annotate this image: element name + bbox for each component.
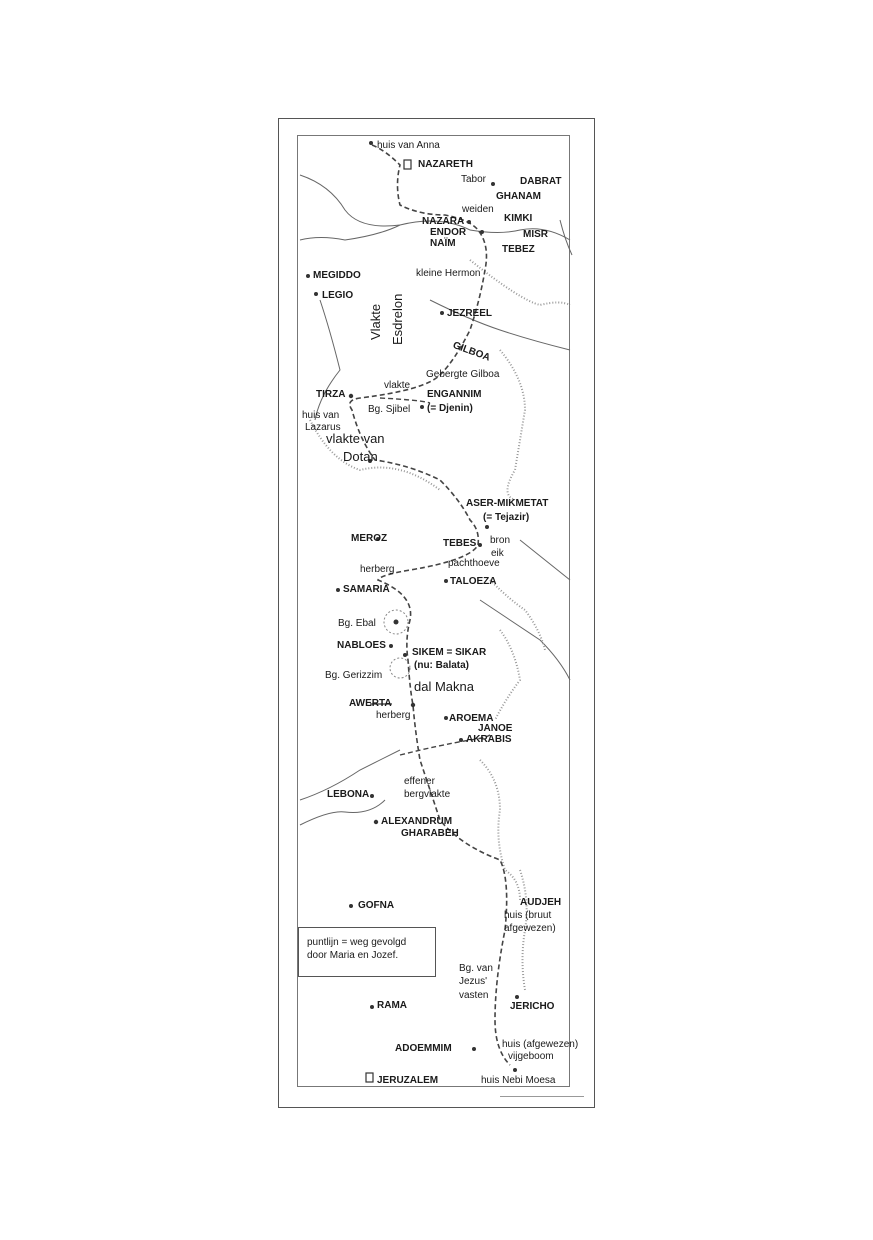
place-label-kleine-hermon: kleine Hermon (416, 268, 481, 279)
place-label-tabor: Tabor (461, 174, 487, 185)
place-label-gebergte-gilboa: Gebergte Gilboa (426, 369, 500, 380)
town-dot (444, 716, 448, 720)
river-line (480, 600, 570, 680)
river-line (520, 540, 570, 580)
place-label-dabrat: DABRAT (520, 176, 562, 187)
town-dot (314, 292, 318, 296)
ridge-line (490, 580, 545, 650)
place-label-lebona: LEBONA (327, 789, 370, 800)
place-label-janoe: JANOE (478, 723, 513, 734)
town-dot (403, 653, 407, 657)
place-label-weiden: weiden (462, 204, 494, 215)
town-dot (374, 820, 378, 824)
place-label-pachthoeve: pachthoeve (448, 558, 500, 569)
place-label-nabloes: NABLOES (337, 640, 386, 651)
place-label-huis-afgewezen: huis (afgewezen) (502, 1039, 579, 1050)
town-dot (513, 1068, 517, 1072)
place-label-alexandrum: ALEXANDRUM (381, 816, 453, 827)
place-label-bg-ebal: Bg. Ebal (338, 618, 376, 629)
legend-line-1: puntlijn = weg gevolgd (307, 937, 407, 948)
legend-line-2: door Maria en Jozef. (307, 950, 399, 961)
town-dot (444, 579, 448, 583)
place-label-tirza: TIRZA (316, 389, 346, 400)
place-label-lazarus: Lazarus (305, 422, 341, 433)
place-label-jezreel: JEZREEL (447, 308, 493, 319)
river-line (300, 225, 400, 240)
place-label-legio: LEGIO (322, 290, 354, 301)
ridge-line (470, 260, 570, 305)
place-label-adoemmim: ADOEMMIM (395, 1043, 452, 1054)
place-label-djenin: (= Djenin) (427, 403, 473, 414)
town-dot (472, 1047, 476, 1051)
place-label-vijgeboom: vijgeboom (508, 1051, 554, 1062)
town-dot (459, 738, 463, 742)
town-dot (336, 588, 340, 592)
river-line (300, 800, 385, 825)
town-dot (480, 230, 484, 234)
jeruzalem-symbol (366, 1073, 373, 1082)
town-dot (440, 311, 444, 315)
bottom-rule (500, 1096, 584, 1097)
place-label-samaria: SAMARIA (343, 584, 390, 595)
town-dot (394, 620, 399, 625)
region-dal-makna: dal Makna (414, 679, 474, 694)
place-label-gilboa: GILBOA (451, 340, 492, 364)
town-dot (370, 1005, 374, 1009)
place-label-ghanam: GHANAM (496, 191, 541, 202)
place-label-megiddo: MEGIDDO (313, 270, 361, 281)
region-vlakte: Vlakte (368, 303, 383, 340)
place-label-tebez: TEBEZ (502, 244, 535, 255)
place-label-nazara: NAZARA (422, 216, 465, 227)
place-label-engannim: ENGANNIM (427, 389, 482, 400)
place-label-sikem: SIKEM = SIKAR (412, 647, 487, 658)
place-label-vasten: vasten (459, 990, 489, 1001)
town-dot (467, 220, 471, 224)
place-label-rama: RAMA (377, 1000, 407, 1011)
place-label-meroz: MEROZ (351, 533, 388, 544)
place-label-bergvlakte: bergvlakte (404, 789, 451, 800)
mountain-gerizzim (390, 658, 410, 678)
town-dot (411, 703, 415, 707)
place-label-huis-bruut: huis (bruut (504, 910, 552, 921)
place-label-awerta: AWERTA (349, 698, 392, 709)
town-dot (389, 644, 393, 648)
place-label-vlakte: vlakte (384, 380, 411, 391)
place-label-balata: (nu: Balata) (414, 660, 469, 671)
ridge-line (495, 630, 520, 720)
place-label-herberg2: herberg (376, 710, 411, 721)
region-vlakte-van: vlakte van (326, 431, 385, 446)
place-label-tebes: TEBES (443, 538, 477, 549)
place-label-huis-van: huis van (302, 410, 340, 421)
town-dot (491, 182, 495, 186)
ridge-line (500, 350, 525, 500)
place-label-huis-anna: huis van Anna (377, 140, 440, 151)
place-label-naim: NAÏM (430, 238, 456, 249)
map-legend (298, 927, 436, 977)
place-label-effener: effener (404, 776, 435, 787)
place-label-nazareth: NAZARETH (418, 159, 473, 170)
place-label-misr: MISR (523, 229, 548, 240)
place-label-aser-mikmetat: ASER-MIKMETAT (466, 498, 549, 509)
place-label-taloeza: TALOEZA (450, 576, 497, 587)
town-dot (478, 543, 482, 547)
place-label-gofna: GOFNA (358, 900, 395, 911)
place-label-jezus: Jezus' (459, 976, 488, 987)
place-label-audjeh: AUDJEH (520, 897, 562, 908)
place-label-aroema: AROEMA (449, 713, 494, 724)
region-dotan: Dotan (343, 449, 378, 464)
place-label-jeruzalem: JERUZALEM (377, 1075, 439, 1086)
region-esdrelon: Esdrelon (390, 293, 405, 345)
place-label-bg-gerizzim: Bg. Gerizzim (325, 670, 383, 681)
place-label-gharabeh: GHARABEH (401, 828, 459, 839)
town-dot (515, 995, 519, 999)
river-line (470, 229, 570, 240)
place-label-tejazir: (= Tejazir) (483, 512, 530, 523)
place-label-bron: bron (490, 535, 511, 546)
nazareth-symbol (404, 160, 411, 169)
place-label-huis-nebi-moesa: huis Nebi Moesa (481, 1075, 556, 1086)
town-dot (420, 405, 424, 409)
place-label-akrabis: AKRABIS (466, 734, 512, 745)
town-dot (370, 794, 374, 798)
place-label-eik: eik (491, 548, 504, 559)
place-label-afgewezen: afgewezen) (504, 923, 556, 934)
town-dot (485, 525, 489, 529)
town-dot (349, 904, 353, 908)
river-line (315, 300, 340, 420)
place-label-bg-sjibel: Bg. Sjibel (368, 404, 411, 415)
town-dot (306, 274, 310, 278)
town-dot (369, 141, 373, 145)
place-label-endor: ENDOR (430, 227, 467, 238)
route-branch (380, 398, 430, 403)
town-dot (349, 394, 353, 398)
place-label-bg-van: Bg. van (459, 963, 493, 974)
ridge-line (480, 760, 520, 900)
place-label-kimki: KIMKI (504, 213, 533, 224)
place-label-herberg1: herberg (360, 564, 395, 575)
place-label-jericho: JERICHO (510, 1001, 555, 1012)
